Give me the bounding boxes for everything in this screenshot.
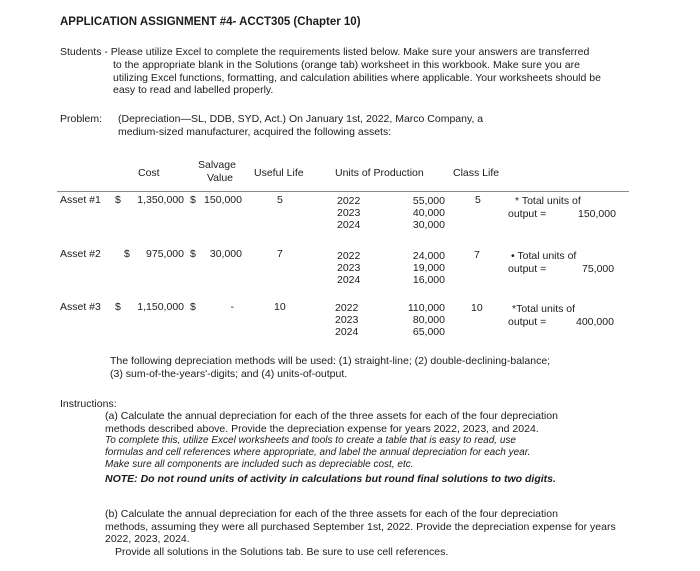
total-units-output-label: output = bbox=[508, 316, 547, 328]
year: 2024 bbox=[335, 326, 359, 338]
problem-label: Problem: bbox=[60, 113, 103, 125]
year: 2023 bbox=[335, 314, 359, 326]
header-useful-life: Useful Life bbox=[254, 167, 304, 179]
asset-useful-life: 10 bbox=[274, 301, 286, 313]
total-units-value: 400,000 bbox=[576, 316, 614, 328]
units-value: 65,000 bbox=[412, 326, 445, 338]
instruction-a-line-2: methods described above. Provide the depreciation expense for years 2022, 2023, and 2024. bbox=[105, 422, 539, 435]
instruction-a-note: NOTE: Do not round units of activity in calculations but round final solutions to two digits. bbox=[105, 473, 556, 485]
students-line-2: to the appropriate blank in the Solutions (orange tab) worksheet in this workbook. Make sure you are bbox=[113, 58, 580, 71]
units-value: 80,000 bbox=[412, 314, 445, 326]
students-line-4: easy to read and labelled properly. bbox=[113, 84, 274, 97]
year: 2023 bbox=[337, 262, 361, 274]
problem-line-1: (Depreciation—SL, DDB, SYD, Act.) On January 1st, 2022, Marco Company, a bbox=[118, 113, 484, 125]
asset-salvage: - bbox=[230, 301, 234, 313]
asset-name: Asset #3 bbox=[60, 301, 101, 313]
instruction-a-italic-3: Make sure all components are included such as depreciable cost, etc. bbox=[105, 459, 414, 470]
instruction-b bbox=[105, 508, 616, 558]
instruction-a bbox=[105, 410, 558, 486]
methods-line-1: The following depreciation methods will be used: (1) straight-line; (2) double-declining-balance; bbox=[110, 355, 551, 367]
asset-cost: 975,000 bbox=[146, 248, 184, 260]
header-cost: Cost bbox=[138, 167, 160, 179]
asset-years bbox=[337, 250, 360, 286]
salvage-currency: $ bbox=[190, 301, 196, 313]
year: 2024 bbox=[337, 219, 361, 231]
salvage-currency: $ bbox=[190, 248, 196, 260]
asset-useful-life: 7 bbox=[277, 248, 283, 260]
total-units-value: 150,000 bbox=[578, 208, 616, 220]
asset-name: Asset #2 bbox=[60, 248, 101, 260]
units-value: 55,000 bbox=[412, 195, 445, 207]
units-value: 24,000 bbox=[412, 250, 445, 262]
units-value: 30,000 bbox=[412, 219, 445, 231]
cost-currency: $ bbox=[115, 301, 121, 313]
total-units-label: *Total units of bbox=[512, 303, 576, 315]
year: 2023 bbox=[337, 207, 361, 219]
students-line-1: - Please utilize Excel to complete the requirements listed below. Make sure your answers are transferred bbox=[104, 46, 590, 58]
asset-name: Asset #1 bbox=[60, 194, 101, 206]
asset-units bbox=[400, 195, 445, 231]
students-label: Students bbox=[60, 46, 102, 58]
asset-class-life: 10 bbox=[471, 302, 483, 314]
total-units-value: 75,000 bbox=[582, 263, 615, 275]
asset-cost: 1,150,000 bbox=[137, 301, 184, 313]
header-salvage-line2: Value bbox=[206, 172, 234, 184]
year: 2022 bbox=[337, 250, 361, 262]
header-class-life: Class Life bbox=[453, 167, 500, 179]
units-value: 16,000 bbox=[412, 274, 445, 286]
methods-paragraph bbox=[110, 355, 550, 380]
students-paragraph bbox=[60, 46, 660, 97]
units-value: 40,000 bbox=[412, 207, 445, 219]
instruction-b-last: Provide all solutions in the Solutions tab. Be sure to use cell references. bbox=[115, 545, 449, 558]
salvage-currency: $ bbox=[190, 194, 196, 206]
problem-text bbox=[118, 113, 483, 139]
header-units-of-production: Units of Production bbox=[335, 167, 424, 179]
total-units-label: * Total units of bbox=[515, 195, 581, 207]
asset-class-life: 7 bbox=[474, 249, 480, 261]
year: 2022 bbox=[335, 302, 359, 314]
document-title: APPLICATION ASSIGNMENT #4- ACCT305 (Chapter 10) bbox=[60, 16, 361, 28]
asset-salvage: 150,000 bbox=[204, 194, 242, 206]
header-salvage bbox=[198, 159, 236, 185]
cost-currency: $ bbox=[115, 194, 121, 206]
problem-line-2: medium-sized manufacturer, acquired the following assets: bbox=[118, 126, 392, 138]
cost-currency: $ bbox=[124, 248, 130, 260]
total-units-label: • Total units of bbox=[511, 250, 577, 262]
methods-line-2: (3) sum-of-the-years'-digits; and (4) units-of-output. bbox=[110, 367, 348, 380]
asset-class-life: 5 bbox=[475, 194, 481, 206]
header-divider bbox=[57, 191, 629, 192]
asset-units bbox=[400, 250, 445, 286]
instruction-b-line-3: 2022, 2023, 2024. bbox=[105, 533, 190, 545]
instruction-a-line-1: (a) Calculate the annual depreciation for each of the three assets for each of the four depreciation bbox=[105, 410, 558, 422]
asset-years bbox=[337, 195, 360, 231]
year: 2022 bbox=[337, 195, 361, 207]
instruction-b-line-2: methods, assuming they were all purchased September 1st, 2022. Provide the depreciation expense for years bbox=[105, 520, 616, 533]
asset-years bbox=[335, 302, 358, 338]
units-value: 19,000 bbox=[412, 262, 445, 274]
instructions-label: Instructions: bbox=[60, 398, 117, 410]
year: 2024 bbox=[337, 274, 361, 286]
units-value: 110,000 bbox=[407, 302, 445, 314]
asset-cost: 1,350,000 bbox=[137, 194, 184, 206]
asset-useful-life: 5 bbox=[277, 194, 283, 206]
header-salvage-line1: Salvage bbox=[198, 159, 236, 171]
students-line-3: utilizing Excel functions, formatting, and calculation abilities where applicable. Your worksheets should be bbox=[113, 71, 601, 84]
instruction-a-italic-2: formulas and cell references where appropriate, and label the annual depreciation for each year. bbox=[105, 447, 531, 458]
total-units-output-label: output = bbox=[508, 263, 547, 275]
total-units-output-label: output = bbox=[508, 208, 547, 220]
instruction-b-line-1: (b) Calculate the annual depreciation for each of the three assets for each of the four depreciation bbox=[105, 508, 558, 520]
asset-units bbox=[395, 302, 445, 338]
asset-salvage: 30,000 bbox=[209, 248, 242, 260]
instruction-a-italic-1: To complete this, utilize Excel worksheets and tools to create a table that is easy to read, use bbox=[105, 435, 516, 446]
